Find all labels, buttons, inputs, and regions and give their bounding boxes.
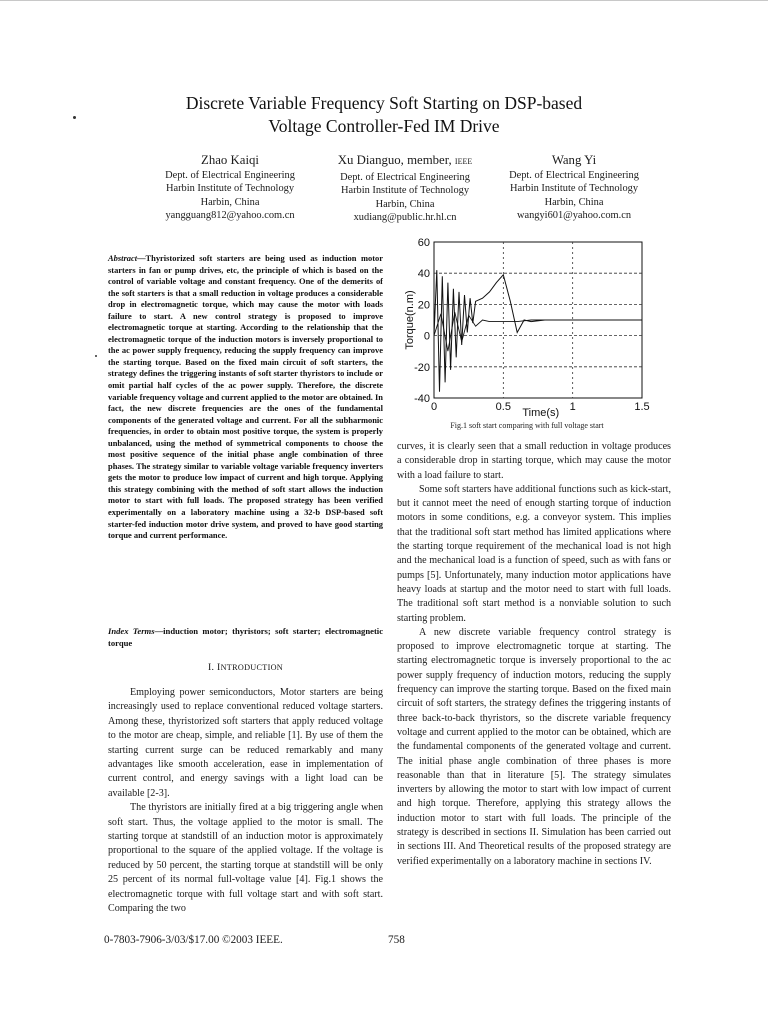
scan-speck bbox=[95, 355, 97, 357]
paragraph: A new discrete variable frequency control strategy is proposed to improve electromagnetic torque at starting. The starting electromagnetic torque is inversely proportional to the ac power supply frequency of induction motors, reducing the supply frequency can improve the starting torque. Based on the fixed main circuit of soft starters, the strategy defines the triggering instants of three back-to-back thyristors, so the discrete variable frequency voltage and current applied to the motor can be obtained, which are the fundamental components of the generated voltage and current. The initial phase angle combination of three phases is more reasonable than that in literature [5]. The strategy simulates inverters by allowing the motor to start with low impact of current and high torque. Therefore, applying this strategy allows the induction motor to start with full loads. The principle of the strategy is described in sections II. Simulation has been carried out in sections III. And Theoretical results of the proposed strategy are verified experimentally on a laboratory machine in sections IV. bbox=[397, 626, 671, 867]
author-institute: Harbin Institute of Technology bbox=[509, 183, 639, 195]
x-tick-label: 1.5 bbox=[634, 401, 650, 413]
section-number: I. bbox=[207, 662, 215, 673]
x-tick-label: 0 bbox=[430, 401, 438, 413]
author-dept: Dept. of Electrical Engineering bbox=[509, 170, 639, 181]
y-tick-label: -20 bbox=[414, 361, 430, 374]
y-tick-label: 0 bbox=[423, 330, 430, 343]
author-dept: Dept. of Electrical Engineering bbox=[165, 170, 295, 181]
author-city: Harbin, China bbox=[200, 196, 260, 208]
x-tick-label: 1 bbox=[569, 401, 576, 413]
page-number: 758 bbox=[388, 934, 405, 946]
y-tick-label: 60 bbox=[417, 237, 430, 249]
author-block-1 bbox=[130, 152, 330, 223]
paragraph: Some soft starters have additional functions such as kick-start, but it cannot meet the need of enough starting torque of induction motors in some conditions, e.g. a conveyor system. This implies that the traditional soft start method has limited applications where the starting torque requirement of the mechanical load is not high and the mechanical load is a function of speed, such as with fans or pumps [5]. Unfortunately, many induction motor applications have heavy loads at startup and the motor need to start with full loads. The traditional soft start method is a nonviable solution to such starting problem. bbox=[397, 483, 672, 624]
title-line-2: Voltage Controller-Fed IM Drive bbox=[268, 116, 500, 136]
author-institute: Harbin Institute of Technology bbox=[340, 185, 470, 197]
author-email[interactable]: wangyi601@yahoo.com.cn bbox=[516, 210, 632, 222]
author-city: Harbin, China bbox=[375, 198, 435, 210]
author-email[interactable]: yangguang812@yahoo.com.cn bbox=[165, 210, 295, 222]
author-email[interactable]: xudiang@public.hr.hl.cn bbox=[353, 212, 457, 224]
torque-chart bbox=[396, 232, 658, 424]
section-title-rest: NTRODUCTION bbox=[220, 663, 284, 672]
paragraph: curves, it is clearly seen that a small reduction in voltage produces a considerable drop in starting torque, which may cause the motor with a load failure to start. bbox=[397, 441, 671, 481]
index-terms-label: Index Terms bbox=[108, 626, 155, 636]
page-top-edge bbox=[0, 0, 768, 1]
paragraph: Employing power semiconductors, Motor starters are being increasingly used to replace conventional reduced voltage starters. Among these, thyristorized soft starters that apply reduced voltage to the motor are cheap, simple, and reliable [1]. By use of them the starting current surge can be reduced remarkably and many advantages like smooth acceleration, ease in implementation of current control, and energy savings with a light load can be available [2-3]. bbox=[108, 687, 383, 799]
abstract-label: Abstract bbox=[108, 253, 138, 263]
author-name: Zhao Kaiqi bbox=[201, 153, 259, 167]
abstract bbox=[108, 253, 383, 542]
right-column-body bbox=[397, 440, 671, 869]
section-title-initial: I bbox=[217, 662, 221, 673]
author-block-3 bbox=[474, 152, 674, 223]
ieee-member-tag: IEEE bbox=[454, 157, 473, 166]
figure-caption: Fig.1 soft start comparing with full voltage start bbox=[450, 421, 604, 430]
x-tick-label: 0.5 bbox=[495, 401, 511, 413]
introduction-body bbox=[108, 686, 383, 917]
series-line-soft-start bbox=[434, 312, 642, 351]
author-city: Harbin, China bbox=[544, 196, 604, 208]
paper-title bbox=[60, 92, 708, 138]
author-name: Wang Yi bbox=[551, 153, 597, 167]
author-institute: Harbin Institute of Technology bbox=[165, 183, 295, 195]
index-terms-text: —induction motor; thyristors; soft starter; electromagnetic torque bbox=[108, 626, 384, 648]
series-line-full-voltage bbox=[434, 270, 642, 392]
y-tick-label: 40 bbox=[417, 268, 430, 281]
x-axis-label: Time(s) bbox=[522, 407, 560, 419]
section-heading-introduction bbox=[108, 662, 383, 673]
title-line-1: Discrete Variable Frequency Soft Starting on DSP-based bbox=[185, 93, 583, 113]
y-tick-label: -40 bbox=[414, 393, 430, 405]
author-dept: Dept. of Electrical Engineering bbox=[340, 172, 470, 183]
author-name-text: Xu Dianguo, member, bbox=[337, 153, 452, 167]
paragraph: The thyristors are initially fired at a big triggering angle when soft start. Thus, the voltage applied to the motor is small. The starting torque at standstill of an induction motor is approximately proportional to the square of the applied voltage. If the voltage is reduced by 50 percent, the starting torque at standstill will be only 25 percent of its normal full-voltage value [4]. Fig.1 shows the electromagnetic torque with full voltage start and with soft start. Comparing the two bbox=[108, 802, 383, 915]
index-terms bbox=[108, 625, 383, 649]
abstract-text: —Thyristorized soft starters are being used as induction motor starters in fan or pump drives, etc, the principle of which is based on the control of variable voltage and constant frequency. One of the demerits of the soft starters is that a small reduction in voltage produces a considerable drop in electromagnetic torque, which may cause the motor with loads failure to start. A new control strategy is proposed to improve electromagnetic torque at starting. According to the relationship that the electromagnetic torque of the induction motors is inversely proportional to the ac power supply frequency, reducing the supply frequency can improve the starting torque. Based on the fixed main circuit of soft starters, the strategy defines the triggering instants of soft starter thyristors to include or omit partial half cycles of the ac power supply. Therefore, the discrete variable frequency voltage and current applied to the motor are obtained. In fact, the new discrete frequencies are the ones of the fundamental components of the generated voltage and current. For all the subharmonic frequencies, in order to obtain most positive torque, the system is properly unbalanced, using the method of symmetrical components to choose the most positive sequence of the initial phase angle combination of three phases. The strategy similar to variable voltage variable frequency inverters gets the motor to produce low impact of current and high torque. Applying this strategy combining with the method of soft start allows the induction motor to start with full loads. The proposed strategy has been verified experimentally on a laboratory machine using a 32-b DSP-based soft starter-fed induction motor drive system, and proved to have good starting torque and current performance. bbox=[108, 253, 383, 541]
y-tick-label: 20 bbox=[417, 299, 430, 312]
copyright-footer: 0-7803-7906-3/03/$17.00 ©2003 IEEE. bbox=[104, 934, 283, 946]
y-axis-label: Torque(n.m) bbox=[404, 290, 416, 350]
